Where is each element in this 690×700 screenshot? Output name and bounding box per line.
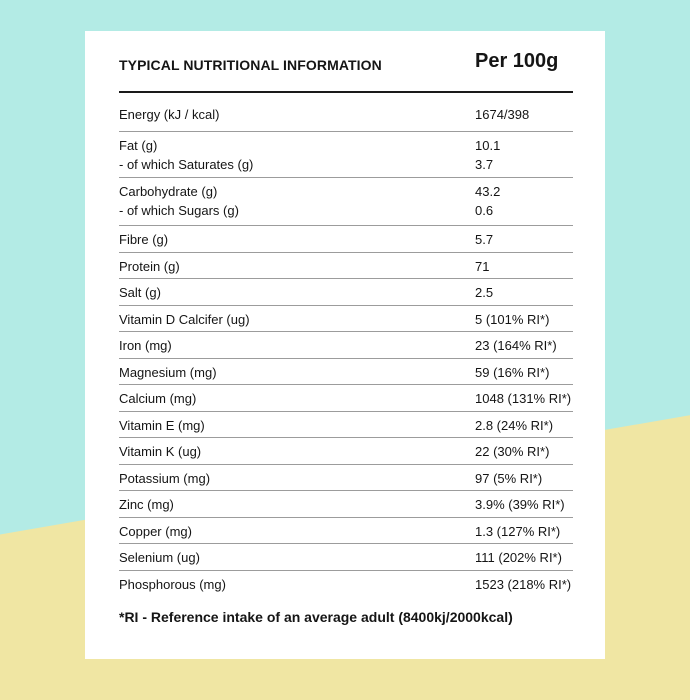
nutrient-value: 23 (164% RI*) (475, 338, 557, 353)
nutrient-row-vitamin-d (119, 306, 573, 332)
nutrient-label: Vitamin K (ug) (119, 444, 202, 459)
nutrient-label: Energy (kJ / kcal) (119, 107, 220, 122)
nutrient-row-copper (119, 518, 573, 544)
nutrient-sub-label: - of which Saturates (g) (119, 157, 254, 172)
nutrient-row-magnesium (119, 359, 573, 385)
nutrient-label: Calcium (mg) (119, 391, 197, 406)
nutrient-value: 43.2 (475, 184, 501, 199)
nutrient-value: 3.9% (39% RI*) (475, 497, 565, 512)
nutrient-label: Vitamin E (mg) (119, 418, 205, 433)
nutrient-row-fat (119, 132, 573, 178)
nutrient-value: 5 (101% RI*) (475, 312, 550, 327)
nutrient-value: 97 (5% RI*) (475, 471, 543, 486)
nutrient-label: Vitamin D Calcifer (ug) (119, 312, 250, 327)
nutrient-value: 1048 (131% RI*) (475, 391, 572, 406)
nutrient-value: 2.5 (475, 285, 494, 300)
nutrient-label: Zinc (mg) (119, 497, 174, 512)
nutrition-title: TYPICAL NUTRITIONAL INFORMATION (119, 57, 382, 73)
nutrient-label: Carbohydrate (g) (119, 184, 218, 199)
nutrient-sub-label: - of which Sugars (g) (119, 203, 239, 218)
nutrient-sub-value: 0.6 (475, 203, 494, 218)
nutrient-value: 1523 (218% RI*) (475, 577, 572, 592)
nutrient-value: 71 (475, 259, 490, 274)
nutrient-row-selenium (119, 544, 573, 571)
nutrient-label: Magnesium (mg) (119, 365, 217, 380)
nutrient-label: Iron (mg) (119, 338, 172, 353)
nutrient-value: 10.1 (475, 138, 501, 153)
nutrient-label: Salt (g) (119, 285, 161, 300)
nutrient-row-phosphorous (119, 571, 573, 597)
nutrient-row-carbohydrate (119, 178, 573, 226)
nutrient-label: Copper (mg) (119, 524, 192, 539)
reference-intake-footnote: *RI - Reference intake of an average adult (8400kj/2000kcal) (119, 609, 513, 625)
nutrition-card (85, 31, 605, 659)
nutrient-row-zinc (119, 491, 573, 518)
nutrient-value: 5.7 (475, 232, 494, 247)
nutrient-row-calcium (119, 385, 573, 412)
per-100g-label: Per 100g (475, 50, 559, 72)
nutrient-row-iron (119, 332, 573, 359)
nutrient-label: Potassium (mg) (119, 471, 211, 486)
nutrient-row-energy (119, 101, 573, 132)
nutrient-value: 2.8 (24% RI*) (475, 418, 554, 433)
nutrient-value: 22 (30% RI*) (475, 444, 550, 459)
nutrient-sub-value: 3.7 (475, 157, 494, 172)
nutrient-label: Selenium (ug) (119, 550, 200, 565)
nutrient-value: 1.3 (127% RI*) (475, 524, 561, 539)
nutrient-row-fibre (119, 226, 573, 253)
nutrient-row-vitamin-e (119, 412, 573, 438)
nutrient-value: 59 (16% RI*) (475, 365, 550, 380)
nutrient-row-protein (119, 253, 573, 279)
nutrient-label: Fibre (g) (119, 232, 169, 247)
nutrient-value: 111 (202% RI*) (475, 550, 562, 565)
nutrient-row-potassium (119, 465, 573, 491)
nutrient-value: 1674/398 (475, 107, 530, 122)
nutrient-label: Phosphorous (mg) (119, 577, 226, 592)
table-header (119, 31, 573, 93)
nutrient-label: Protein (g) (119, 259, 180, 274)
nutrient-row-salt (119, 279, 573, 306)
nutrient-label: Fat (g) (119, 138, 158, 153)
nutrient-row-vitamin-k (119, 438, 573, 465)
